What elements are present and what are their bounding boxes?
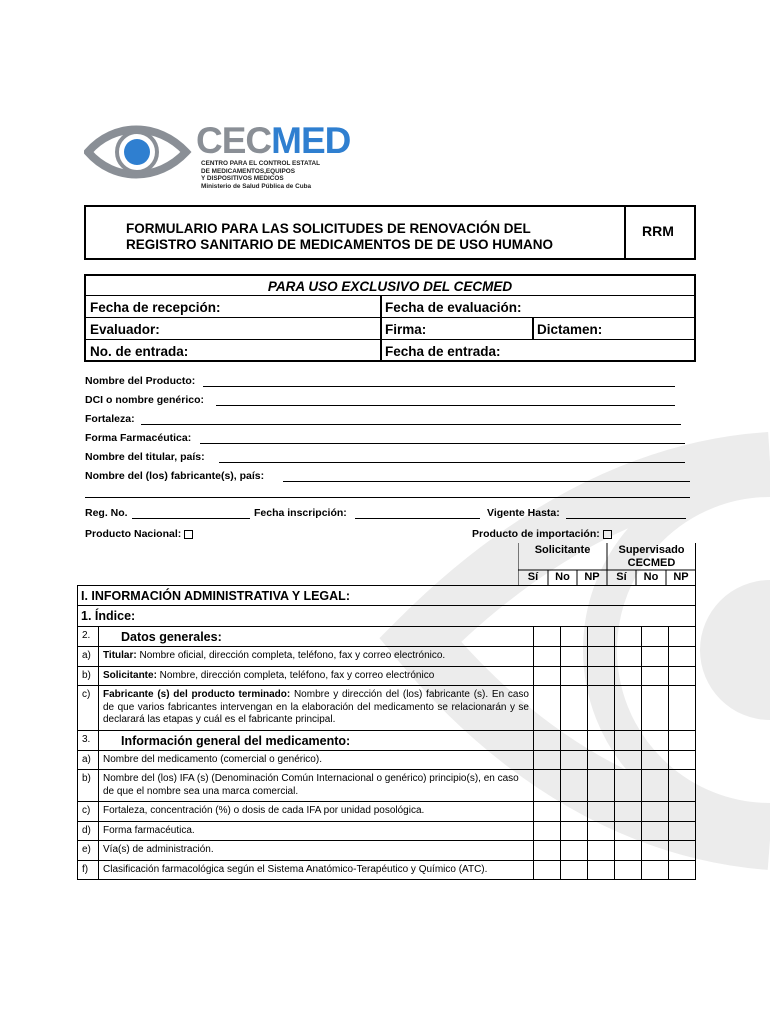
check-cell[interactable]: [642, 666, 669, 686]
check-cell[interactable]: [561, 841, 588, 861]
check-cell[interactable]: [534, 666, 561, 686]
fecha-inscripcion-input-line[interactable]: [355, 518, 480, 519]
check-cell[interactable]: [534, 627, 561, 647]
form-code: RRM: [642, 223, 674, 239]
check-cell[interactable]: [642, 841, 669, 861]
sol-si-header: Sí: [527, 571, 539, 583]
check-cell[interactable]: [588, 730, 615, 750]
fecha-entrada-label: Fecha de entrada:: [385, 344, 501, 359]
indice-row: [78, 606, 696, 627]
table-row: c) Fortaleza, concentración (%) o dosis de cada IFA por unidad posológica.: [78, 802, 696, 822]
check-cell[interactable]: [642, 647, 669, 667]
check-cell[interactable]: [615, 686, 642, 731]
section-row: [78, 586, 696, 606]
office-use-box: [84, 274, 696, 362]
check-cell[interactable]: [534, 647, 561, 667]
fortaleza-field: Fortaleza:: [85, 413, 135, 425]
check-cell[interactable]: [534, 841, 561, 861]
table-row: d) Forma farmacéutica.: [78, 821, 696, 841]
check-cell[interactable]: [561, 666, 588, 686]
check-cell[interactable]: [588, 770, 615, 802]
producto-field: Nombre del Producto:: [85, 375, 196, 387]
check-cell[interactable]: [534, 686, 561, 731]
fabricante-input-line[interactable]: [283, 481, 690, 482]
fabricante-input-line-2[interactable]: [85, 497, 690, 498]
reg-no-input-line[interactable]: [132, 518, 250, 519]
sup-si-header: Sí: [616, 571, 627, 583]
check-cell[interactable]: [669, 686, 696, 731]
form-title: FORMULARIO PARA LAS SOLICITUDES DE RENOVACIÓN DEL REGISTRO SANITARIO DE MEDICAMENTOS DE DE USO HUMANO: [126, 221, 554, 252]
no-entrada-label: No. de entrada:: [90, 344, 189, 359]
check-cell[interactable]: [588, 750, 615, 770]
forma-input-line[interactable]: [200, 443, 685, 444]
datos-title: Datos generales:: [99, 627, 534, 647]
fortaleza-input-line[interactable]: [141, 424, 681, 425]
check-cell[interactable]: [615, 666, 642, 686]
eye-logo-icon: [84, 118, 194, 188]
check-cell[interactable]: [588, 860, 615, 880]
check-cell[interactable]: [588, 821, 615, 841]
check-cell[interactable]: [642, 821, 669, 841]
table-row: a) Titular: Nombre oficial, dirección completa, teléfono, fax y correo electrónico.: [78, 647, 696, 667]
check-cell[interactable]: [642, 730, 669, 750]
info-title: Información general del medicamento:: [99, 730, 534, 750]
check-cell[interactable]: [534, 860, 561, 880]
check-cell[interactable]: [642, 860, 669, 880]
check-cell[interactable]: [534, 802, 561, 822]
table-row: b) Solicitante: Nombre, dirección completa, teléfono, fax y correo electrónico: [78, 666, 696, 686]
check-cell[interactable]: [561, 750, 588, 770]
fecha-evaluacion-label: Fecha de evaluación:: [385, 300, 522, 315]
producto-input-line[interactable]: [203, 386, 675, 387]
datos-header-row: 2. Datos generales:: [78, 627, 696, 647]
forma-field: Forma Farmacéutica:: [85, 432, 192, 444]
check-cell[interactable]: [669, 750, 696, 770]
check-cell[interactable]: [642, 750, 669, 770]
dictamen-label: Dictamen:: [537, 322, 603, 337]
producto-nacional-field: Producto Nacional:: [85, 528, 193, 540]
check-cell[interactable]: [588, 647, 615, 667]
reg-no-field: Reg. No.: [85, 507, 128, 519]
check-cell[interactable]: [669, 666, 696, 686]
fabricante-field: Nombre del (los) fabricante(s), país:: [85, 470, 265, 482]
check-cell[interactable]: [561, 860, 588, 880]
check-cell[interactable]: [534, 770, 561, 802]
evaluador-label: Evaluador:: [90, 322, 160, 337]
check-cell[interactable]: [561, 821, 588, 841]
office-use-heading: PARA USO EXCLUSIVO DEL CECMED: [267, 279, 513, 294]
check-cell[interactable]: [534, 750, 561, 770]
check-cell[interactable]: [642, 686, 669, 731]
section-title: I. INFORMACIÓN ADMINISTRATIVA Y LEGAL:: [78, 586, 696, 606]
form-header: [84, 205, 696, 260]
check-cell[interactable]: [669, 647, 696, 667]
check-cell[interactable]: [534, 821, 561, 841]
check-cell[interactable]: [561, 647, 588, 667]
check-cell[interactable]: [615, 750, 642, 770]
table-row: b) Nombre del (los) IFA (s) (Denominación Común Internacional o genérico) principio(s), en caso de que el nombre sea una marca comercial.: [78, 770, 696, 802]
check-cell[interactable]: [669, 627, 696, 647]
indice-title: 1. Índice:: [78, 606, 696, 627]
check-cell[interactable]: [561, 802, 588, 822]
check-cell[interactable]: [669, 730, 696, 750]
check-cell[interactable]: [669, 770, 696, 802]
table-row: c) Fabricante (s) del producto terminado: Nombre y dirección del (los) fabricante (s). En caso de que varios fabricantes intervengan en la elaboración del medicamento se relacionarán y se declarará las etapas y cuál es el fabricante principal.: [78, 686, 696, 731]
supervisado-header: Supervisado CECMED: [618, 544, 685, 569]
check-cell[interactable]: [669, 802, 696, 822]
check-cell[interactable]: [588, 686, 615, 731]
requirements-table: [77, 585, 696, 880]
check-cell[interactable]: [534, 730, 561, 750]
sol-np-header: NP: [584, 571, 600, 583]
check-cell[interactable]: [615, 627, 642, 647]
check-cell[interactable]: [588, 841, 615, 861]
table-row: e) Vía(s) de administración.: [78, 841, 696, 861]
dci-input-line[interactable]: [216, 405, 675, 406]
check-cell[interactable]: [669, 860, 696, 880]
check-cell[interactable]: [615, 802, 642, 822]
titular-input-line[interactable]: [219, 462, 685, 463]
check-cell[interactable]: [561, 730, 588, 750]
check-cell[interactable]: [615, 730, 642, 750]
check-cell[interactable]: [642, 627, 669, 647]
fecha-inscripcion-field: Fecha inscripción:: [254, 507, 347, 519]
check-cell[interactable]: [642, 802, 669, 822]
titular-field: Nombre del titular, país:: [85, 451, 205, 463]
producto-importacion-checkbox[interactable]: [603, 530, 612, 539]
check-cell[interactable]: [642, 770, 669, 802]
sup-no-header: No: [643, 571, 659, 583]
check-cell[interactable]: [615, 860, 642, 880]
info-header-row: 3. Información general del medicamento:: [78, 730, 696, 750]
check-cell[interactable]: [615, 647, 642, 667]
vigente-field: Vigente Hasta:: [487, 507, 560, 519]
brand-name: CECMED: [196, 120, 351, 161]
fecha-recepcion-label: Fecha de recepción:: [90, 300, 221, 315]
sol-no-header: No: [555, 571, 570, 583]
check-cell[interactable]: [588, 802, 615, 822]
check-cell[interactable]: [669, 821, 696, 841]
check-cell[interactable]: [588, 666, 615, 686]
check-cell[interactable]: [588, 627, 615, 647]
table-row: f) Clasificación farmacológica según el Sistema Anatómico-Terapéutico y Químico (ATC).: [78, 860, 696, 880]
brand-subtitle: CENTRO PARA EL CONTROL ESTATAL DE MEDICAMENTOS,EQUIPOS Y DISPOSITIVOS MEDICOS Ministerio de Salud Pública de Cuba: [201, 160, 321, 190]
check-cell[interactable]: [561, 686, 588, 731]
vigente-input-line[interactable]: [566, 518, 686, 519]
dci-field: DCI o nombre genérico:: [85, 394, 205, 406]
check-cell[interactable]: [561, 770, 588, 802]
sup-np-header: NP: [673, 571, 689, 583]
firma-label: Firma:: [385, 322, 427, 337]
check-cell[interactable]: [561, 627, 588, 647]
check-cell[interactable]: [615, 770, 642, 802]
column-headers: [518, 543, 696, 585]
check-cell[interactable]: [669, 841, 696, 861]
check-cell[interactable]: [615, 841, 642, 861]
producto-importacion-field: Producto de importación:: [472, 528, 612, 540]
check-cell[interactable]: [615, 821, 642, 841]
solicitante-header: Solicitante: [534, 544, 591, 556]
table-row: a) Nombre del medicamento (comercial o genérico).: [78, 750, 696, 770]
producto-nacional-checkbox[interactable]: [184, 530, 193, 539]
